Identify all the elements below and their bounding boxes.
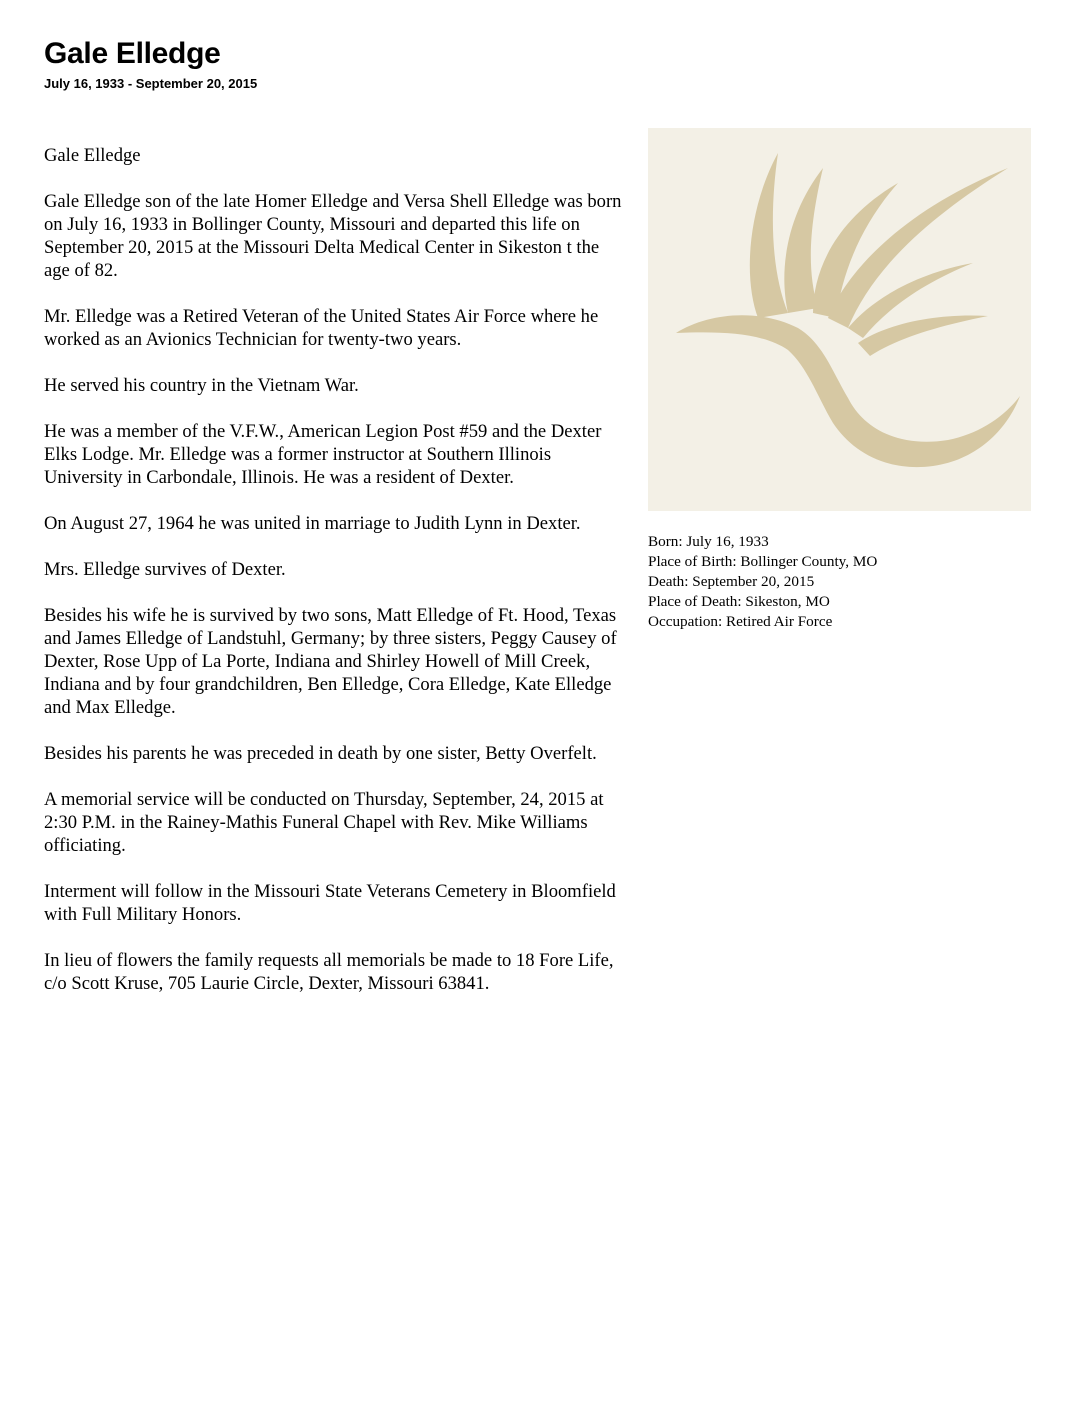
obituary-paragraph: In lieu of flowers the family requests all memorials be made to 18 Fore Life, c/o Scott Kruse, 705 Laurie Circle, Dexter, Missouri 63841. (44, 950, 614, 994)
dove-image (648, 128, 1031, 511)
occupation-fact: Occupation: Retired Air Force (648, 613, 833, 630)
place-of-death-fact: Place of Death: Sikeston, MO (648, 593, 830, 610)
obituary-paragraph: On August 27, 1964 he was united in marriage to Judith Lynn in Dexter. (44, 513, 581, 534)
born-fact: Born: July 16, 1933 (648, 533, 769, 550)
obituary-paragraph: Gale Elledge son of the late Homer Elledge and Versa Shell Elledge was born on July 16, 1933 in Bollinger County, Missouri and departed this life on September 20, 2015 at the Missouri Delta Medical Center in Sikeston t the age of 82. (44, 191, 622, 281)
obituary-header (44, 36, 257, 92)
obituary-paragraph: Gale Elledge (44, 145, 141, 166)
obituary-paragraph: A memorial service will be conducted on Thursday, September, 24, 2015 at 2:30 P.M. in the Rainey-Mathis Funeral Chapel with Rev. Mike Williams officiating. (44, 789, 604, 856)
obituary-paragraph: Mr. Elledge was a Retired Veteran of the United States Air Force where he worked as an Avionics Technician for twenty-two years. (44, 306, 599, 350)
obituary-paragraph: Besides his parents he was preceded in death by one sister, Betty Overfelt. (44, 743, 597, 764)
death-fact: Death: September 20, 2015 (648, 573, 815, 590)
obituary-paragraph: Mrs. Elledge survives of Dexter. (44, 559, 286, 580)
place-of-birth-fact: Place of Birth: Bollinger County, MO (648, 553, 878, 570)
obituary-paragraph: Interment will follow in the Missouri State Veterans Cemetery in Bloomfield with Full Military Honors. (44, 881, 616, 925)
obituary-paragraph: He was a member of the V.F.W., American Legion Post #59 and the Dexter Elks Lodge. Mr. Elledge was a former instructor at Southern Illinois University in Carbondale, Illinois. He was a resident of Dexter. (44, 421, 602, 488)
facts-list (648, 532, 1068, 632)
page-title: Gale Elledge (44, 37, 221, 70)
obituary-text (44, 144, 624, 1018)
life-dates: July 16, 1933 - September 20, 2015 (44, 76, 258, 91)
obituary-paragraph: He served his country in the Vietnam War. (44, 375, 359, 396)
obituary-paragraph: Besides his wife he is survived by two sons, Matt Elledge of Ft. Hood, Texas and James Elledge of Landstuhl, Germany; by three sisters, Peggy Causey of Dexter, Rose Upp of La Porte, Indiana and Shirley Howell of Mill Creek, Indiana and by four grandchildren, Ben Elledge, Cora Elledge, Kate Elledge and Max Elledge. (44, 605, 617, 718)
dove-icon (648, 128, 1031, 511)
